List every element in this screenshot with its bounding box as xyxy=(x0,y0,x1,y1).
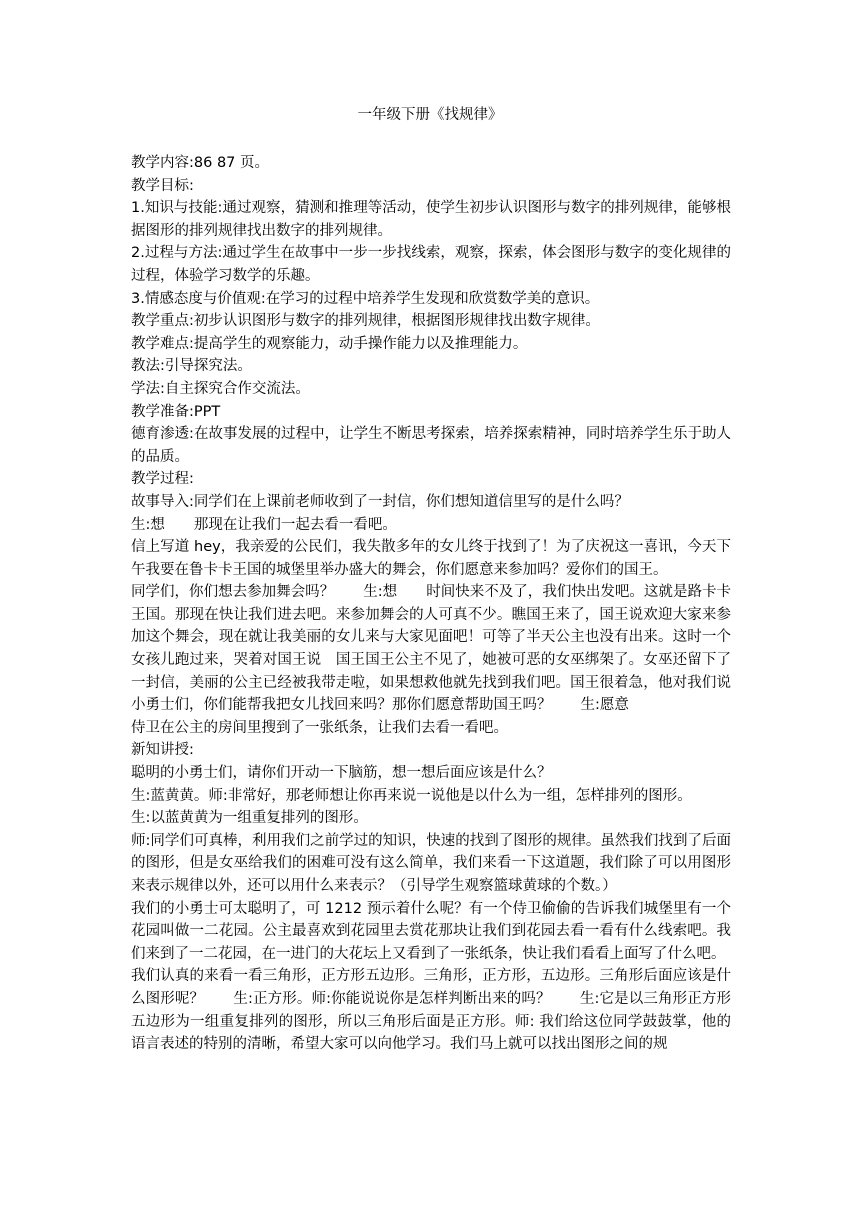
paragraph-story-intro: 故事导入:同学们在上课前老师收到了一封信，你们想知道信里写的是什么吗？ xyxy=(131,493,629,510)
paragraph-difficulties: 教学难点:提高学生的观察能力，动手操作能力以及推理能力。 xyxy=(131,335,528,352)
paragraph-learning-method: 学法:自主探究合作交流法。 xyxy=(131,380,310,397)
paragraph-objective-attitude: 3.情感态度与价值观:在学习的过程中培养学生发现和欣赏数学美的意识。 xyxy=(131,290,600,307)
paragraph-teaching-method: 教法:引导探究法。 xyxy=(131,358,252,375)
paragraph-letter: 信上写道 hey，我亲爱的公民们，我失散多年的女儿终于找到了！为了庆祝这一喜讯，今天下午我要在鲁卡卡王国的城堡里举办盛大的舞会，你们愿意来参加吗？爱你们的国王。 xyxy=(131,539,731,578)
paragraph-shapes: 我们认真的来看一看三角形，正方形五边形。三角形，正方形，五边形。三角形后面应该是什么图形呢？ 生:正方形。师:你能说说你是怎样判断出来的吗？ 生:它是以三角形正方形五边形为一组重复排列的图形，所以三角形后面是正方形。师: 我们给这位同学鼓鼓掌，他的语言表述的特别的清晰，希望大家可以向他学习。我们马上就可以找出图形之间的规 xyxy=(131,968,731,1053)
paragraph-teacher-praise: 师:同学们可真棒，利用我们之前学过的知识，快速的找到了图形的规律。虽然我们找到了后面的图形，但是女巫给我们的困难可没有这么简单，我们来看一下这道题，我们除了可以用图形来表示规律以外，还可以用什么来表示？（引导学生观察篮球黄球的个数。） xyxy=(131,832,731,894)
paragraph-answer-group: 生:以蓝黄黄为一组重复排列的图形。 xyxy=(131,810,368,827)
document-title: 一年级下册《找规律》 xyxy=(357,107,503,123)
paragraph-answer-blue-yellow: 生:蓝黄黄。师:非常好，那老师想让你再来说一说他是以什么为一组，怎样排列的图形。 xyxy=(131,787,692,804)
paragraph-objectives-heading: 教学目标: xyxy=(131,177,194,194)
paragraph-guard-note: 侍卫在公主的房间里搜到了一张纸条，让我们去看一看吧。 xyxy=(131,719,508,736)
paragraph-story: 同学们，你们想去参加舞会吗？ 生:想 时间快来不及了，我们快出发吧。这就是路卡卡王国。那现在快让我们进去吧。来参加舞会的人可真不少。瞧国王来了，国王说欢迎大家来参加这个舞会，现在就让我美丽的女儿来与大家见面吧！可等了半天公主也没有出来。这时一个女孩儿跑过来，哭着对国王说 国王国王公主不见了，她被可恶的女巫绑架了。女巫还留下了一封信，美丽的公主已经被我带走啦，如果想救他就先找到我们吧。国王很着急，他对我们说小勇士们，你们能帮我把女儿找回来吗？那你们愿意帮助国王吗？ 生:愿意 xyxy=(131,584,731,714)
document-body xyxy=(131,152,731,1056)
paragraph-objective-knowledge: 1.知识与技能:通过观察，猜测和推理等活动，使学生初步认识图形与数字的排列规律，能够根据图形的排列规律找出数字的排列规律。 xyxy=(131,200,731,239)
paragraph-content: 教学内容:86 87 页。 xyxy=(131,155,270,171)
paragraph-new-knowledge-heading: 新知讲授: xyxy=(131,742,194,759)
paragraph-key-points: 教学重点:初步认识图形与数字的排列规律，根据图形规律找出数字规律。 xyxy=(131,313,600,330)
paragraph-moral-education: 德育渗透:在故事发展的过程中，让学生不断思考探索，培养探索精神，同时培养学生乐于助人的品质。 xyxy=(131,426,731,465)
paragraph-objective-process: 2.过程与方法:通过学生在故事中一步一步找线索，观察，探索，体会图形与数字的变化规律的过程，体验学习数学的乐趣。 xyxy=(131,245,731,284)
paragraph-preparation: 教学准备:PPT xyxy=(131,403,221,420)
paragraph-process-heading: 教学过程: xyxy=(131,471,194,488)
paragraph-student-reply: 生:想 那现在让我们一起去看一看吧。 xyxy=(131,516,397,533)
paragraph-question: 聪明的小勇士们，请你们开动一下脑筋，想一想后面应该是什么？ xyxy=(131,765,552,782)
paragraph-garden: 我们的小勇士可太聪明了，可 1212 预示着什么呢？有一个侍卫偷偷的告诉我们城堡里有一个花园叫做一二花园。公主最喜欢到花园里去赏花那块让我们到花园去看一看有什么线索吧。我们来到了一二花园，在一进门的大花坛上又看到了一张纸条，快让我们看看上面写了什么吧。 xyxy=(131,900,731,962)
